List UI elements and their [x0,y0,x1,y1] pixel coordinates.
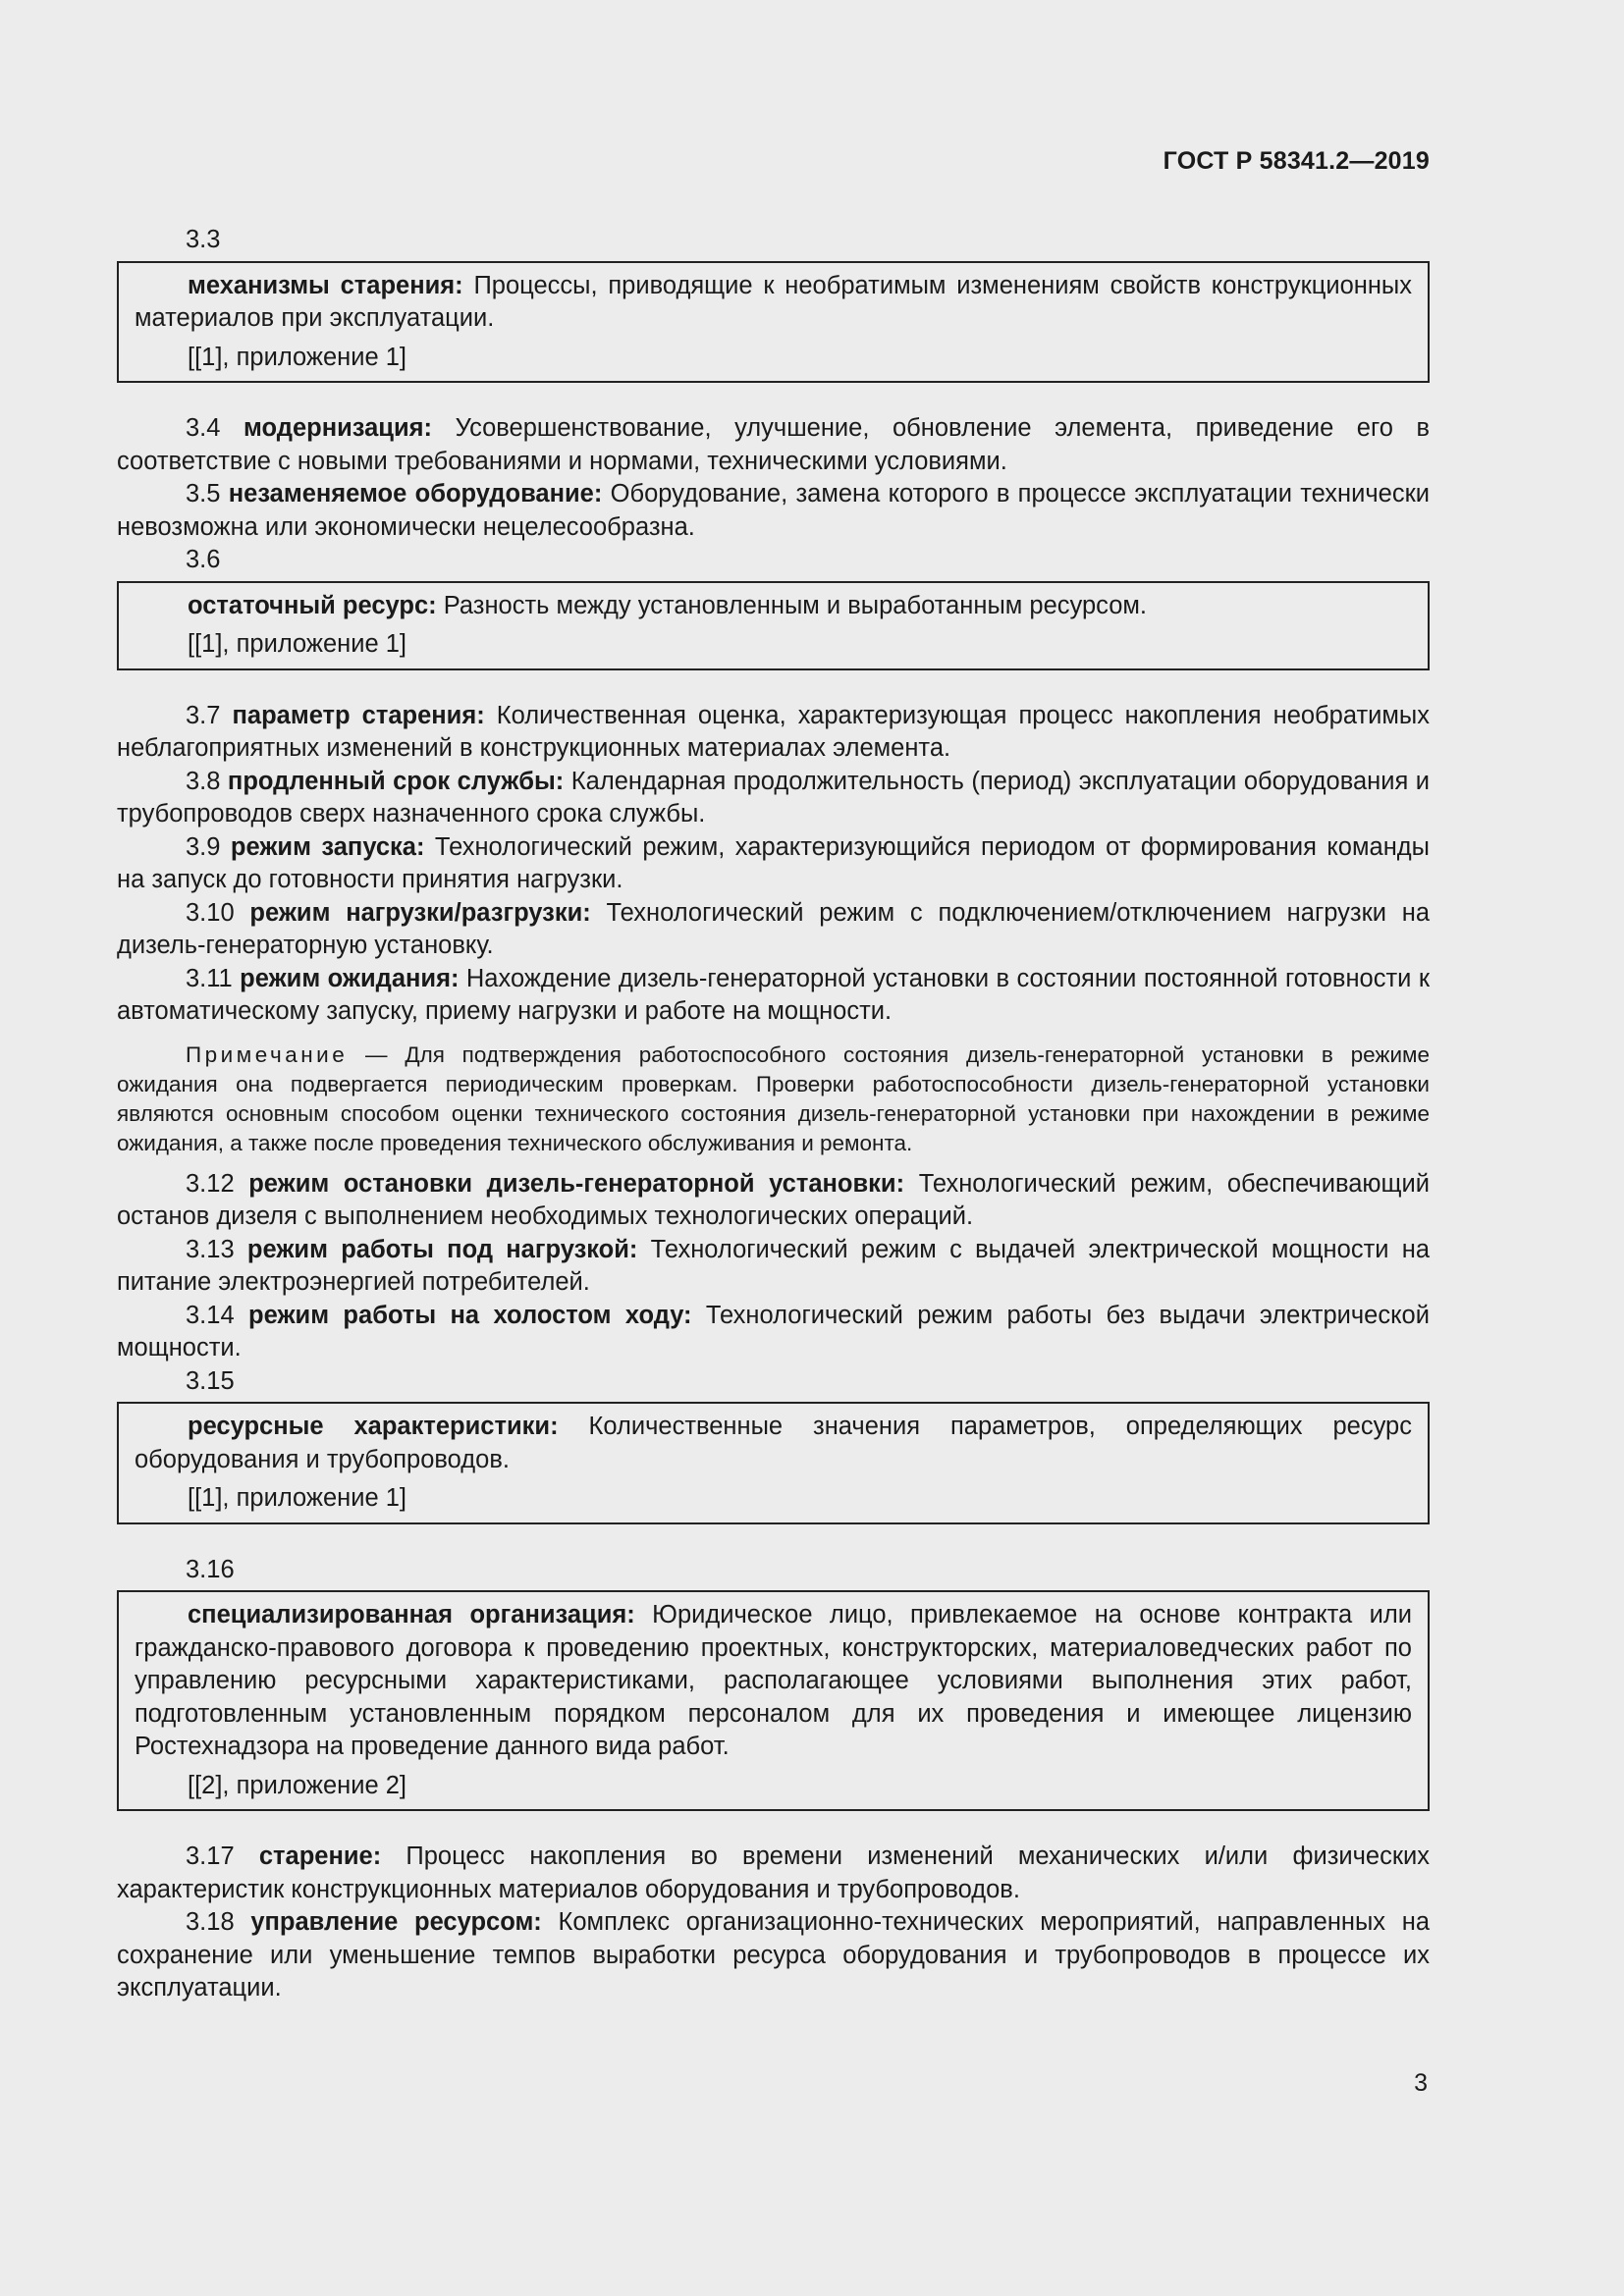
term-text: Технологический режим, характеризующийся периодом от формирования команды на запуск до готовности принятия нагрузки. [117,832,1430,893]
term-text: Технологический режим с подключением/отключением нагрузки на дизель-генераторную установку. [117,898,1431,959]
term-number: 3.13 [186,1235,247,1263]
term-text: Технологический режим работы без выдачи электрической мощности. [117,1301,1430,1362]
term-definition [117,1234,1430,1300]
term-definition [117,412,1430,478]
term-text: Календарная продолжительность (период) эксплуатации оборудования и трубопроводов сверх назначенного срока службы. [117,767,1430,828]
term-source: [[1], приложение 1] [188,1484,407,1512]
document-code-header: ГОСТ Р 58341.2—2019 [1163,147,1430,175]
term-definition [117,831,1430,897]
term-source: [[1], приложение 1] [188,343,407,371]
term-text: Юридическое лицо, привлекаемое на основе контракта или гражданско-правового договора к проведению проектных, конструкторских, материаловедческих работ по управлению ресурсными характеристиками, располагающее условиями выполнения этих работ, подготовленным установленным порядком персоналом для их проведения и имеющее лицензию Ростехнадзора на проведение данного вида работ. [135,1601,1412,1760]
page-number: 3 [1414,2069,1428,2097]
term-text: Разность между установленным и выработанным ресурсом. [436,591,1147,619]
term-name: параметр старения: [232,701,485,729]
term-name: режим работы на холостом ходу: [248,1301,692,1329]
term-name: специализированная организация: [188,1601,635,1629]
term-name: ресурсные характеристики: [188,1413,559,1440]
term-number: 3.11 [186,964,241,992]
term-text: Процессы, приводящие к необратимым изменениям свойств конструкционных материалов при эксплуатации. [135,271,1413,332]
term-number: 3.10 [186,898,250,927]
term-definition [135,1599,1412,1764]
term-name: режим нагрузки/разгрузки: [249,898,591,927]
term-number: 3.8 [186,767,228,795]
term-definition [117,478,1430,544]
term-definition [135,590,1412,623]
term-name: управление ресурсом: [250,1908,542,1936]
term-definition [117,1300,1430,1365]
term-number: 3.17 [186,1842,259,1870]
term-number: 3.12 [186,1169,249,1198]
term-number: 3.14 [186,1301,249,1329]
term-name: остаточный ресурс: [188,591,437,619]
term-name: режим работы под нагрузкой: [246,1235,638,1263]
terms-section [117,224,1430,2005]
term-number: 3.7 [186,701,233,729]
term-text: Усовершенствование, улучшение, обновление элемента, приведение его в соответствие с новыми требованиями и нормами, техническими условиями. [117,414,1430,475]
term-name: режим остановки дизель-генераторной установки: [248,1169,905,1198]
term-number: 3.16 [186,1555,235,1583]
term-text: Комплекс организационно-технических мероприятий, направленных на сохранение или уменьшение темпов выработки ресурса оборудования и трубопроводов в процессе их эксплуатации. [117,1908,1431,2002]
term-name: незаменяемое оборудование: [228,480,603,507]
term-number: 3.5 [186,480,229,507]
term-text: Количественная оценка, характеризующая процесс накопления необратимых неблагоприятных изменений в конструкционных материалах элемента. [117,701,1430,762]
borrowed-term-box [117,261,1430,384]
term-text: Процесс накопления во времени изменений механических и/или физических характеристик конструкционных материалов оборудования и трубопроводов. [117,1842,1431,1903]
borrowed-term-box [117,581,1430,670]
term-text: Количественные значения параметров, определяющих ресурс оборудования и трубопроводов. [135,1413,1412,1473]
term-definition [135,1411,1412,1476]
term-number: 3.18 [186,1908,251,1936]
term-number: 3.15 [186,1366,235,1395]
term-definition [117,700,1430,766]
term-text: Технологический режим, обеспечивающий останов дизеля с выполнением необходимых технологических операций. [117,1169,1430,1230]
term-text: Оборудование, замена которого в процессе эксплуатации технически невозможна или экономически нецелесообразна. [117,480,1430,541]
term-source: [[2], приложение 2] [188,1771,407,1799]
term-definition [135,270,1412,336]
term-name: режим запуска: [230,832,425,861]
term-number: 3.6 [186,546,221,573]
term-name: механизмы старения: [188,271,463,299]
term-name: старение: [258,1842,382,1870]
term-definition [117,766,1430,831]
note-paragraph [117,1041,1430,1158]
term-definition [117,963,1430,1029]
note-label: Примечание [186,1041,349,1067]
term-name: модернизация: [244,414,433,442]
term-text: Нахождение дизель-генераторной установки в состоянии постоянной готовности к автоматическому запуску, приему нагрузки и работе на мощности. [117,964,1430,1025]
term-number: 3.4 [186,414,244,442]
term-definition [117,897,1430,963]
note-text: — Для подтверждения работоспособного состояния дизель-генераторной установки в режиме ожидания она подвергается периодическим проверкам. Проверки работоспособности дизель-генераторной установки являются основным способом оценки технического состояния дизель-генераторной установки при нахождении в режиме ожидания, а также после проведения технического обслуживания и ремонта. [117,1041,1430,1155]
term-number: 3.3 [186,226,221,253]
term-name: режим ожидания: [240,964,460,992]
term-source: [[1], приложение 1] [188,630,407,658]
term-definition [117,1906,1430,2005]
term-name: продленный срок службы: [227,767,565,795]
term-number: 3.9 [186,832,231,861]
borrowed-term-box [117,1402,1430,1524]
term-definition [117,1168,1430,1234]
term-text: Технологический режим с выдачей электрической мощности на питание электроэнергией потребителей. [117,1235,1431,1296]
borrowed-term-box [117,1590,1430,1811]
term-definition [117,1841,1430,1906]
